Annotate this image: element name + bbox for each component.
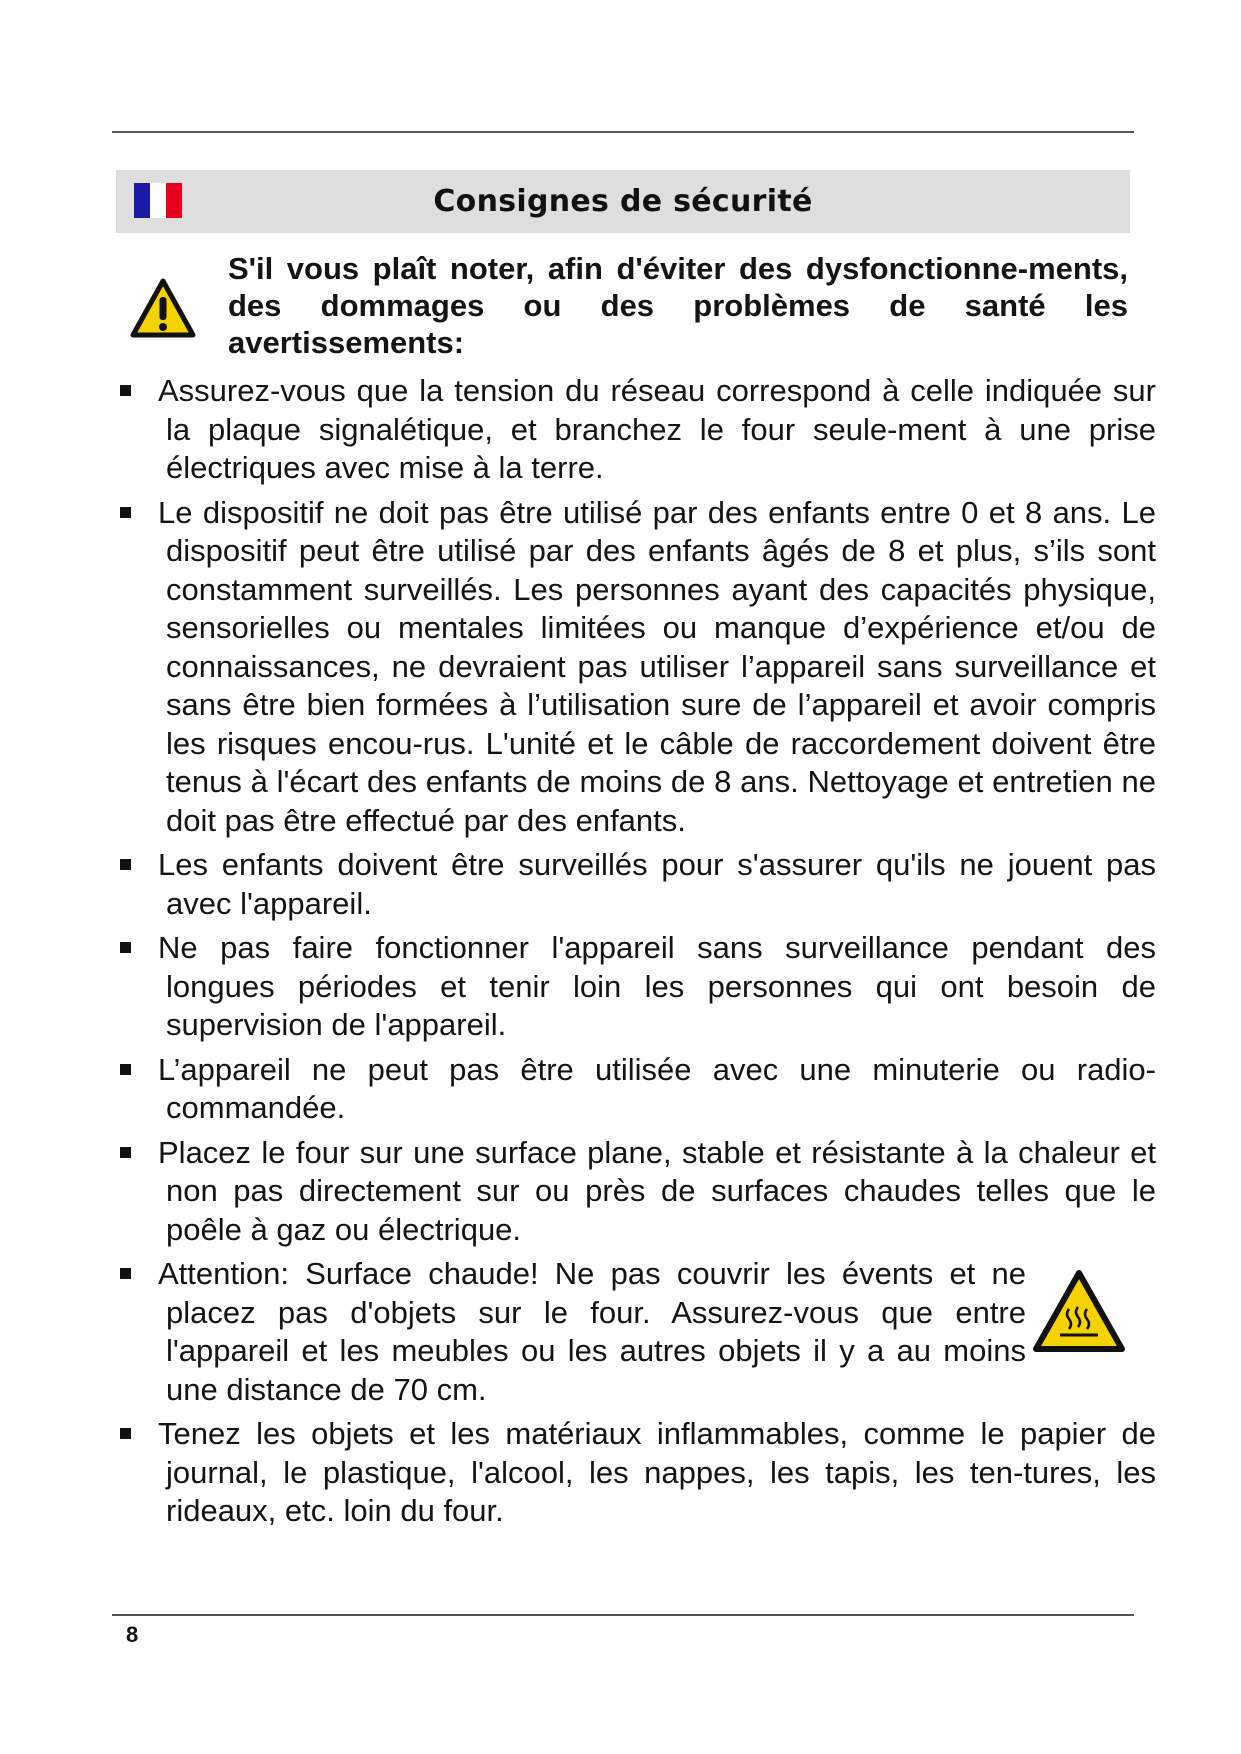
bullet-marker xyxy=(120,507,131,518)
list-item-text: Placez le four sur une surface plane, stable et résistante à la chaleur et non pas directement sur ou près de surfaces chaudes telles que le poêle à gaz ou électrique. xyxy=(158,1134,1156,1247)
list-item xyxy=(116,1415,1156,1531)
bullet-marker xyxy=(120,1428,131,1439)
bullet-marker xyxy=(120,1147,131,1158)
section-title: Consignes de sécurité xyxy=(433,184,813,219)
hot-surface-warning-icon xyxy=(1032,1269,1126,1353)
list-item xyxy=(116,1255,1156,1409)
list-item-text: Tenez les objets et les matériaux inflammables, comme le papier de journal, le plastique, l'alcool, les nappes, les tapis, les ten-tures, les rideaux, etc. loin du four. xyxy=(158,1416,1156,1528)
list-item xyxy=(116,1134,1156,1250)
bottom-rule xyxy=(112,1614,1134,1616)
top-rule xyxy=(112,131,1134,133)
bullet-marker xyxy=(120,942,131,953)
bullet-marker xyxy=(120,1064,131,1075)
list-item-text: Ne pas faire fonctionner l'appareil sans surveillance pendant des longues périodes et tenir loin les personnes qui ont besoin de supervision de l'appareil. xyxy=(158,930,1156,1042)
list-item-text: Les enfants doivent être surveillés pour s'assurer qu'ils ne jouent pas avec l'appareil. xyxy=(158,847,1156,921)
warning-triangle-icon xyxy=(130,278,196,338)
list-item xyxy=(116,929,1156,1045)
safety-instructions-list xyxy=(116,372,1156,1537)
list-item xyxy=(116,494,1156,841)
bullet-marker xyxy=(120,385,131,396)
list-item-text: L’appareil ne peut pas être utilisée avec une minuterie ou radio-commandée. xyxy=(158,1051,1156,1125)
list-item-text: Assurez-vous que la tension du réseau correspond à celle indiquée sur la plaque signalétique, et branchez le four seule-ment à une prise électriques avec mise à la terre. xyxy=(158,373,1156,485)
list-item-text: Attention: Surface chaude! Ne pas couvrir les évents et ne placez pas d'objets sur le four. Assurez-vous que entre l'appareil et les meubles ou les autres objets il y a au moins une distance de 70 cm. xyxy=(158,1256,1026,1407)
list-item-text: Le dispositif ne doit pas être utilisé par des enfants entre 0 et 8 ans. Le dispositif peut être utilisé par des enfants âgés de 8 et plus, s’ils sont constamment surveillés. Les personnes ayant des capacités physique, sensorielles ou mentales limitées ou manque d’expérience et/ou de connaissances, ne devraient pas utiliser l’appareil sans surveillance et sans être bien formées à l’utilisation sure de l’appareil et avoir compris les risques encou-rus. L'unité et le câble de raccordement doivent être tenus à l'écart des enfants de moins de 8 ans. Nettoyage et entretien ne doit pas être effectué par des enfants. xyxy=(158,494,1156,838)
intro-warning-text: S'il vous plaît noter, afin d'éviter des dysfonctionne-ments, des dommages ou des problèmes de santé les avertissements: xyxy=(228,251,1128,360)
bullet-marker xyxy=(120,859,131,870)
list-item xyxy=(116,846,1156,923)
list-item xyxy=(116,1051,1156,1128)
bullet-marker xyxy=(120,1268,131,1279)
list-item xyxy=(116,372,1156,488)
page-number: 8 xyxy=(126,1622,139,1647)
section-header xyxy=(116,170,1130,233)
